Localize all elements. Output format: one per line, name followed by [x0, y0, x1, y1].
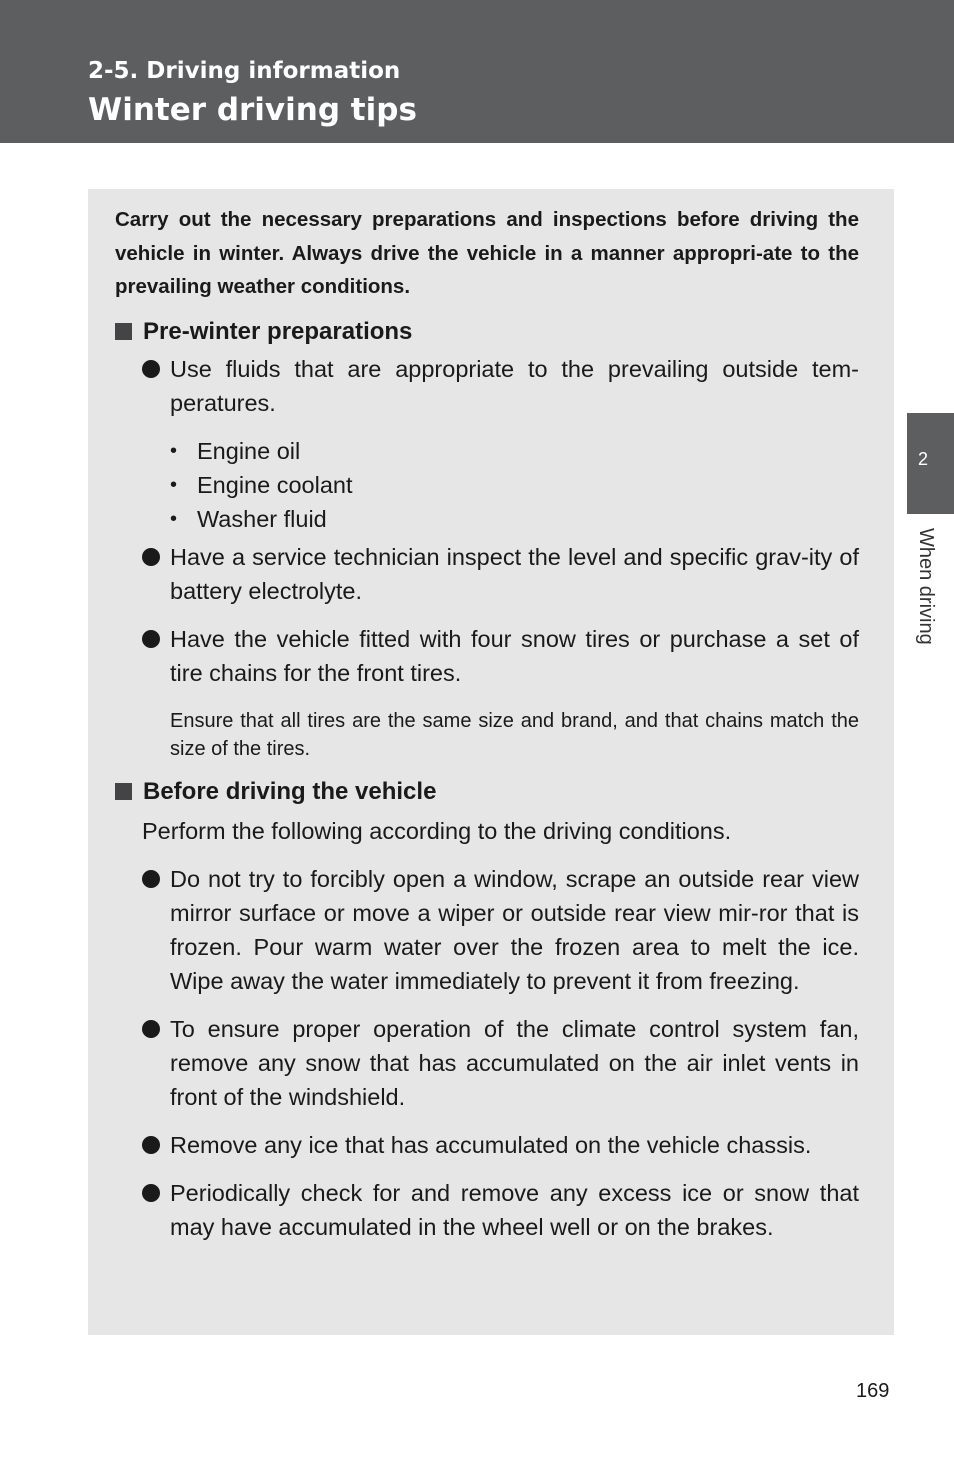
section-heading-pre-winter	[115, 315, 859, 349]
intro-text: Carry out the necessary preparations and inspections before driving the vehicle in winter. Always drive the vehicle in a manner appropri-ate to the prevailing weather conditions.	[115, 208, 859, 298]
list-item: Have a service technician inspect the level and specific grav-ity of battery electrolyte.	[115, 540, 859, 608]
chapter-tab	[907, 413, 954, 514]
filled-circle-icon	[142, 870, 160, 888]
small-dot-icon: •	[170, 473, 178, 496]
sub-list-item: • Washer fluid	[115, 502, 859, 536]
fluid-list	[115, 434, 859, 536]
section-label: 2-5. Driving information	[88, 58, 401, 84]
sub-list-item: • Engine coolant	[115, 468, 859, 502]
section-heading-before-driving	[115, 775, 859, 809]
list-item: Have the vehicle fitted with four snow tires or purchase a set of tire chains for the front tires.	[115, 622, 859, 690]
filled-circle-icon	[142, 630, 160, 648]
section-intro: Perform the following according to the driving conditions.	[142, 817, 732, 844]
chapter-number: 2	[918, 449, 929, 469]
filled-circle-icon	[142, 360, 160, 378]
page-title: Winter driving tips	[88, 92, 417, 128]
section-heading-text: Before driving the vehicle	[143, 777, 437, 805]
small-dot-icon: •	[170, 439, 178, 462]
page-number: 169	[856, 1380, 890, 1402]
content-box	[88, 189, 894, 1335]
page-header	[0, 0, 954, 143]
filled-circle-icon	[142, 1184, 160, 1202]
small-dot-icon: •	[170, 507, 178, 530]
filled-circle-icon	[142, 1136, 160, 1154]
list-item: Do not try to forcibly open a window, scrape an outside rear view mirror surface or move a wiper or outside rear view mir-ror that is frozen. Pour warm water over the frozen area to melt the ice. Wipe away the water immediately to prevent it from freezing.	[115, 862, 859, 998]
list-item: Periodically check for and remove any excess ice or snow that may have accumulated in the wheel well or on the brakes.	[115, 1176, 859, 1244]
list-item: Remove any ice that has accumulated on the vehicle chassis.	[115, 1128, 859, 1162]
list-item: To ensure proper operation of the climate control system fan, remove any snow that has accumulated on the air inlet vents in front of the windshield.	[115, 1012, 859, 1114]
note-text: Ensure that all tires are the same size and brand, and that chains match the size of the tires.	[170, 709, 859, 760]
chapter-label: When driving	[915, 528, 937, 645]
filled-circle-icon	[142, 1020, 160, 1038]
section-heading-text: Pre-winter preparations	[143, 317, 413, 345]
sub-list-item: • Engine oil	[115, 434, 859, 468]
filled-circle-icon	[142, 548, 160, 566]
square-icon	[115, 323, 132, 340]
list-item: Use fluids that are appropriate to the prevailing outside tem-peratures.	[115, 352, 859, 420]
square-icon	[115, 783, 132, 800]
